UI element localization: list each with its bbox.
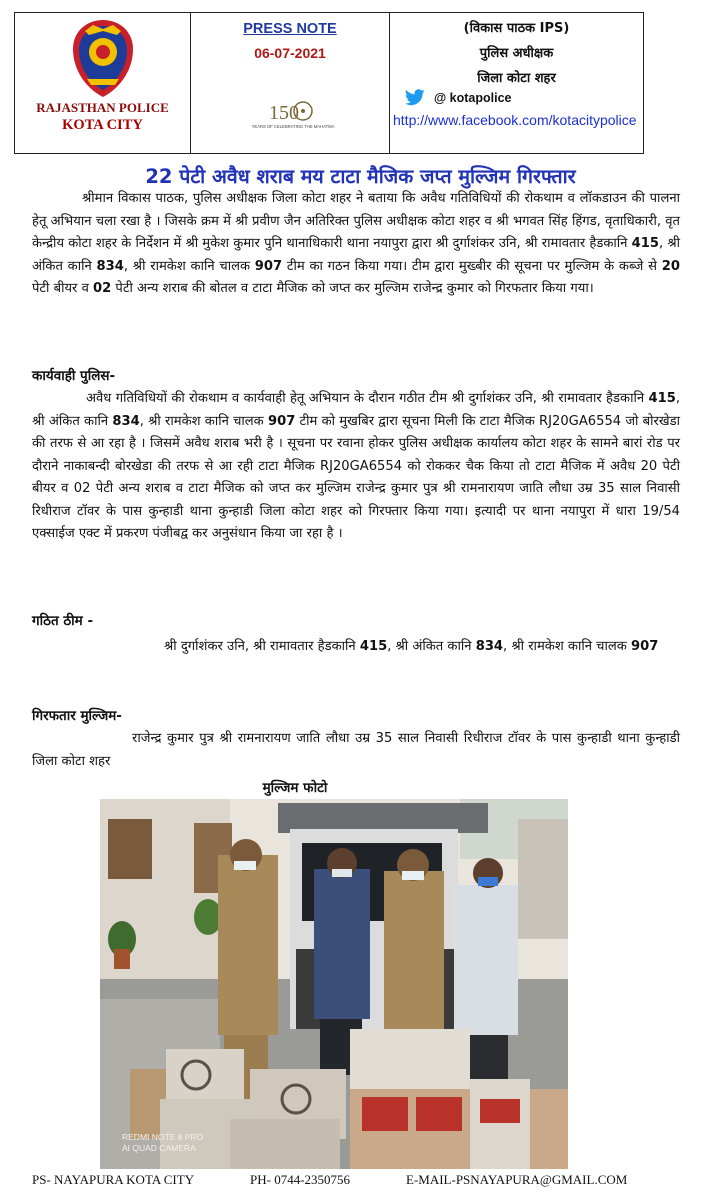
intro-paragraph: श्रीमान विकास पाठक, पुलिस अधीक्षक जिला कोटा शहर ने बताया कि अवैध गतिविधियों की रोकथाम व लॉकडाउन की पालना हेतू अभियान चला रखा है । जिसके क्रम में श्री प्रवीण जैन अतिरिक्त पुलिस अधीक्षक कोटा शहर व श्री भगवत सिंह हिंगड, वृताधिकारी, वृत केन्द्रीय कोटा शहर के निर्देशन में श्री मुकेश कुमार पुनि थानाधिकारी थाना नयापुरा द्वारा श्री दुर्गाशंकर उनि, श्री रामावतार हैडकानि 415, श्री अंकित कानि 834, श्री रामकेश कानि चालक 907 टीम का गठन किया गया। टीम द्वारा मुख्बीर की सूचना पर मुल्जिम के कब्जे से 20 पेटी बीयर व 02 पेटी अन्य शराब की बोतल व टाटा मैजिक को जप्त कर मुल्जिम राजेन्द्र कुमार को गिरफतार किया गया। bbox=[32, 191, 680, 296]
officer-cell bbox=[390, 13, 643, 153]
twitter-icon bbox=[404, 89, 426, 107]
press-header bbox=[14, 12, 644, 154]
press-note-cell bbox=[191, 13, 390, 153]
emblem-number: 150 bbox=[269, 102, 299, 124]
footer-email[interactable]: E-MAIL-PSNAYAPURA@GMAIL.COM bbox=[406, 1172, 628, 1187]
arrested-paragraph: राजेन्द्र कुमार पुत्र श्री रामनारायण जाति लौधा उम्र 35 साल निवासी रिधीराज टॉवर के पास कुन्हाडी थाना कुन्हाडी जिला कोटा शहर bbox=[32, 731, 680, 769]
headline: 22 पेटी अवैध शराब मय टाटा मैजिक जप्त मुल्जिम गिरफ्तार bbox=[145, 165, 576, 188]
police-logo-cell bbox=[15, 13, 191, 153]
action-paragraph: अवैध गतिविधियों की रोकथाम व कार्यवाही हेतू अभियान के दौरान गठीत टीम श्री दुर्गाशंकर उनि, श्री रामावतार हैडकानि 415, श्री अंकित कानि 834, श्री रामकेश कानि चालक 907 टीम को मुखबिर द्वारा सूचना मिली कि टाटा मैजिक RJ20GA6554 जो बोरखेडा की तरफ से आ रहा है । जिसमें अवैध शराब भरी है । सूचना पर रवाना होकर पुलिस अधीक्षक कार्यालय कोटा शहर के सामने बारां रोड पर दौराने नाकाबन्दी बोरखेडा की तरफ से आ रही टाटा मैजिक RJ20GA6554 को रोककर चैक किया तो टाटा मैजिक में अवैध 20 पेटी बीयर व 02 पेटी अन्य शराब व टाटा मैजिक को जप्त कर मुल्जिम राजेन्द्र कुमार पुत्र श्री रामनारायण जाति लौधा उम्र 35 साल निवासी रिधीराज टॉवर के पास कुन्हाडी थाना कुन्हाडी जिला कोटा शहर को गिरफ्तार किया गया। इत्यादी पर थाना नयापुरा में धारा 19/54 एक्साईज एक्ट में प्रकरण पंजीबद्व कर अनुसंधान किया जा रहा है । bbox=[32, 391, 680, 541]
org-name: RAJASTHAN POLICE bbox=[36, 100, 169, 115]
press-note-label: PRESS NOTE bbox=[243, 21, 337, 37]
footer-phone: PH- 0744-2350756 bbox=[250, 1172, 351, 1187]
camera-watermark: REDMI NOTE 8 PRO AI QUAD CAMERA bbox=[122, 1132, 204, 1153]
twitter-handle[interactable]: @ kotapolice bbox=[434, 91, 512, 105]
footer bbox=[0, 1172, 721, 1192]
rajasthan-police-emblem-icon bbox=[67, 17, 139, 103]
gandhi-150-emblem-icon bbox=[251, 95, 335, 143]
team-heading: गठित ठीम - bbox=[32, 613, 94, 629]
officer-name: (विकास पाठक IPS) bbox=[463, 21, 570, 36]
action-heading: कार्यवाही पुलिस- bbox=[32, 368, 116, 384]
footer-station: PS- NAYAPURA KOTA CITY bbox=[32, 1172, 195, 1187]
arrested-heading: गिरफतार मुल्जिम- bbox=[32, 708, 122, 724]
officer-designation: पुलिस अधीक्षक bbox=[479, 46, 554, 61]
emblem-caption: YEARS OF CELEBRATING THE MAHATMA bbox=[251, 124, 335, 129]
photo-scene bbox=[100, 799, 568, 1169]
org-city: KOTA CITY bbox=[62, 117, 143, 133]
press-note-date: 06-07-2021 bbox=[254, 45, 326, 61]
officer-office: जिला कोटा शहर bbox=[477, 71, 556, 86]
accused-photo bbox=[100, 799, 568, 1169]
facebook-link[interactable]: http://www.facebook.com/kotacitypolice bbox=[393, 112, 637, 128]
team-paragraph: श्री दुर्गाशंकर उनि, श्री रामावतार हैडकानि 415, श्री अंकित कानि 834, श्री रामकेश कानि चालक 907 bbox=[164, 639, 659, 654]
photo-caption: मुल्जिम फोटो bbox=[262, 780, 328, 796]
